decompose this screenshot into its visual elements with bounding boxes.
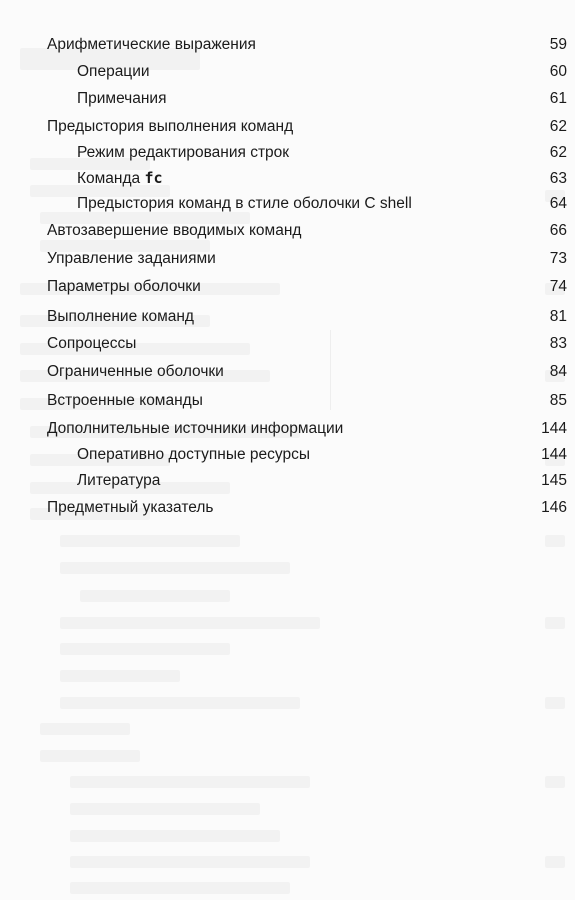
toc-entry[interactable]	[47, 219, 567, 243]
toc-entry-page-number: 146	[541, 499, 567, 516]
toc-entry-title: Выполнение команд	[47, 308, 194, 325]
toc-entry-page-number: 63	[549, 170, 567, 187]
toc-entry-page-number: 145	[541, 472, 567, 489]
toc-entry-title: Дополнительные источники информации	[47, 420, 344, 437]
toc-entry[interactable]	[47, 332, 567, 356]
toc-entry[interactable]	[47, 360, 567, 384]
toc-entry-title: Режим редактирования строк	[77, 144, 290, 161]
toc-entry-title: Автозавершение вводимых команд	[47, 222, 302, 239]
toc-entry-title: Параметры оболочки	[47, 278, 201, 295]
command-name-code: fc	[144, 169, 163, 187]
toc-entry-title	[77, 166, 535, 191]
toc-entry-title: Управление заданиями	[47, 250, 216, 267]
toc-entry-page-number: 144	[541, 446, 567, 463]
toc-entry-title: Предметный указатель	[47, 499, 214, 516]
toc-entry-page-number: 81	[549, 308, 567, 325]
toc-entry[interactable]	[47, 115, 567, 139]
toc-entry-page-number: 62	[549, 144, 567, 161]
toc-entry[interactable]	[47, 275, 567, 299]
toc-entry[interactable]	[47, 496, 567, 520]
toc-entry-page-number: 59	[549, 36, 567, 53]
toc-entry-title: Арифметические выражения	[47, 36, 256, 53]
toc-entry[interactable]	[47, 33, 567, 57]
toc-entry-page-number: 73	[549, 250, 567, 267]
toc-subentry[interactable]	[77, 141, 567, 165]
toc-subentry[interactable]	[77, 60, 567, 84]
toc-entry[interactable]	[47, 247, 567, 271]
toc-entry-title: Встроенные команды	[47, 392, 203, 409]
toc-entry-title: Сопроцессы	[47, 335, 137, 352]
toc-subentry[interactable]	[77, 87, 567, 111]
toc-entry-title: Примечания	[77, 90, 167, 107]
toc-entry-title: Предыстория выполнения команд	[47, 118, 294, 135]
toc-entry-title: Операции	[77, 63, 150, 80]
toc-entry-page-number: 85	[549, 392, 567, 409]
toc-entry-page-number: 61	[549, 90, 567, 107]
toc-entry-page-number: 66	[549, 222, 567, 239]
toc-entry-title: Ограниченные оболочки	[47, 363, 224, 380]
toc-subentry[interactable]	[77, 192, 567, 216]
toc-entry-page-number: 62	[549, 118, 567, 135]
toc-subentry[interactable]	[77, 166, 567, 190]
toc-entry-page-number: 64	[549, 195, 567, 212]
toc-subentry[interactable]	[77, 443, 567, 467]
toc-subentry[interactable]	[77, 469, 567, 493]
toc-entry-title: Оперативно доступные ресурсы	[77, 446, 310, 463]
toc-entry[interactable]	[47, 305, 567, 329]
toc-entry-page-number: 83	[549, 335, 567, 352]
toc-entry-page-number: 60	[549, 63, 567, 80]
toc-entry-page-number: 84	[549, 363, 567, 380]
toc-entry-title-prefix: Команда	[77, 170, 145, 187]
toc-entry-title: Предыстория команд в стиле оболочки C shell	[77, 195, 412, 212]
toc-entry-title: Литература	[77, 472, 161, 489]
toc-entry[interactable]	[47, 389, 567, 413]
toc-entry-page-number: 144	[541, 420, 567, 437]
toc-entry-page-number: 74	[549, 278, 567, 295]
toc-entry[interactable]	[47, 417, 567, 441]
